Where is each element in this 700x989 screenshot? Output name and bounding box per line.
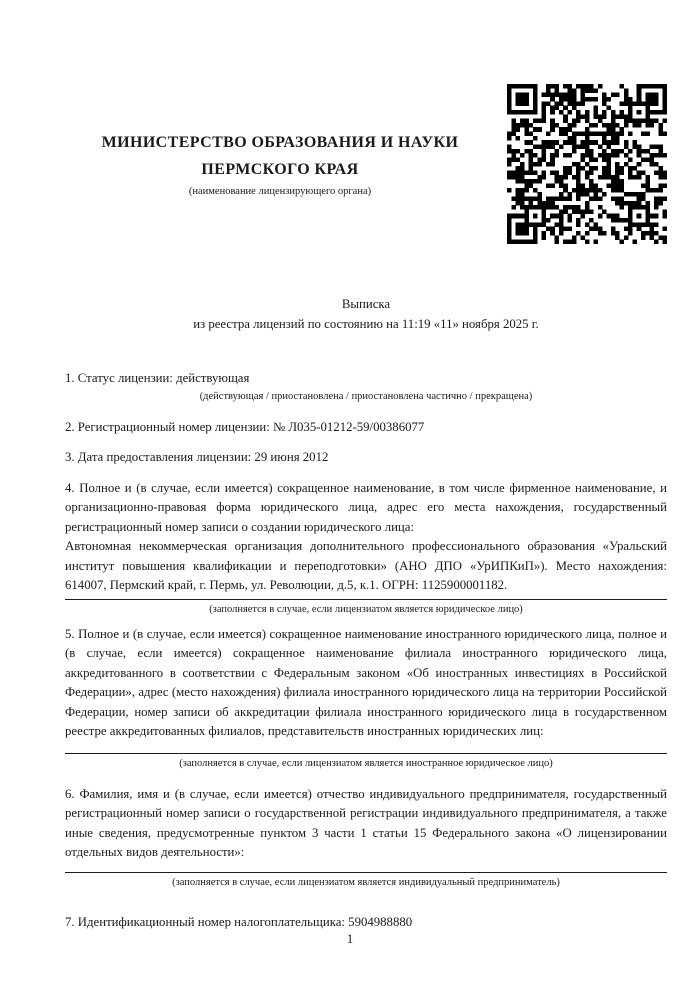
legal-entity-value: Автономная некоммерческая организация дополнительного профессионального образования «Уральский институт повышения квалификации и переподготовки» (АНО ДПО «УрИПКиП»). Место нахождения: 614007, Пермский край, г. Пермь, ул. Революции, д.5, к.1. ОГРН: 1125900001182. bbox=[65, 539, 667, 592]
document-subtitle: из реестра лицензий по состоянию на 11:19 «11» ноября 2025 г. bbox=[193, 316, 539, 331]
qr-code-image bbox=[507, 84, 667, 244]
document-title: Выписка bbox=[341, 297, 391, 311]
license-status-options-note: (действующая / приостановлена / приостановлена частично / прекращена) bbox=[199, 390, 533, 402]
licensing-authority-caption: (наименование лицензирующего органа) bbox=[188, 186, 372, 197]
license-status-text: 1. Статус лицензии: действующая bbox=[65, 371, 250, 385]
grant-date-item: 3. Дата предоставления лицензии: 29 июня 2012 bbox=[65, 450, 329, 464]
ministry-name-line2: ПЕРМСКОГО КРАЯ bbox=[201, 161, 359, 178]
qr-code-icon bbox=[507, 84, 667, 244]
legal-entity-description: 4. Полное и (в случае, если имеется) сокращенное наименование, в том числе фирменное наименование, и организационно-правовая форма юридического лица, адрес его места нахождения, государственный регистрационный номер записи о создании юридического лица: bbox=[65, 480, 667, 534]
foreign-entity-item bbox=[65, 625, 667, 771]
entrepreneur-description: 6. Фамилия, имя и (в случае, если имеется) отчество индивидуального предпринимателя, государственный регистрационный номер записи о государственной регистрации индивидуального предпринимателя, а также иные сведения, предусмотренные пунктом 3 части 1 статьи 15 Федерального закона «О лицензировании отдельных видов деятельности»: bbox=[65, 786, 667, 859]
registration-number-item: 2. Регистрационный номер лицензии: № Л035-01212-59/00386077 bbox=[65, 419, 425, 434]
foreign-entity-description: 5. Полное и (в случае, если имеется) сокращенное наименование иностранного юридического лица, полное и (в случае, если имеется) сокращенное наименование филиала иностранного юридического лица, аккредитованного в соответствии с Федеральным законом «Об иностранных инвестициях в Российской Федерации», адрес (место нахождения) филиала иностранного юридического лица на территории Российской Федерации, номер записи об аккредитации филиала иностранного юридического лица в государственном реестре аккредитованных филиалов, представительств иностранных юридических лиц: bbox=[65, 626, 667, 738]
licensing-authority-block bbox=[65, 129, 507, 199]
foreign-entity-note: (заполняется в случае, если лицензиатом является иностранное юридическое лицо) bbox=[179, 757, 553, 769]
fill-line-entrepreneur bbox=[65, 872, 667, 873]
page-footer bbox=[0, 932, 700, 947]
ministry-name bbox=[65, 129, 495, 183]
legal-entity-note: (заполняется в случае, если лицензиатом является юридическое лицо) bbox=[209, 603, 523, 615]
document-title-block bbox=[65, 295, 667, 334]
document-header bbox=[65, 84, 667, 244]
fill-line-foreign-entity bbox=[65, 753, 667, 754]
fill-line-legal-entity bbox=[65, 599, 667, 600]
page-number: 1 bbox=[346, 932, 354, 946]
entrepreneur-empty-value bbox=[65, 863, 667, 869]
ministry-name-line1: МИНИСТЕРСТВО ОБРАЗОВАНИЯ И НАУКИ bbox=[101, 134, 459, 151]
entrepreneur-item bbox=[65, 785, 667, 890]
taxpayer-number-item: 7. Идентификационный номер налогоплательщика: 5904988880 bbox=[65, 914, 413, 929]
license-status-item bbox=[65, 369, 667, 404]
legal-entity-item bbox=[65, 479, 667, 617]
entrepreneur-note: (заполняется в случае, если лицензиатом является индивидуальный предприниматель) bbox=[172, 876, 560, 888]
foreign-entity-empty-value bbox=[65, 742, 667, 750]
